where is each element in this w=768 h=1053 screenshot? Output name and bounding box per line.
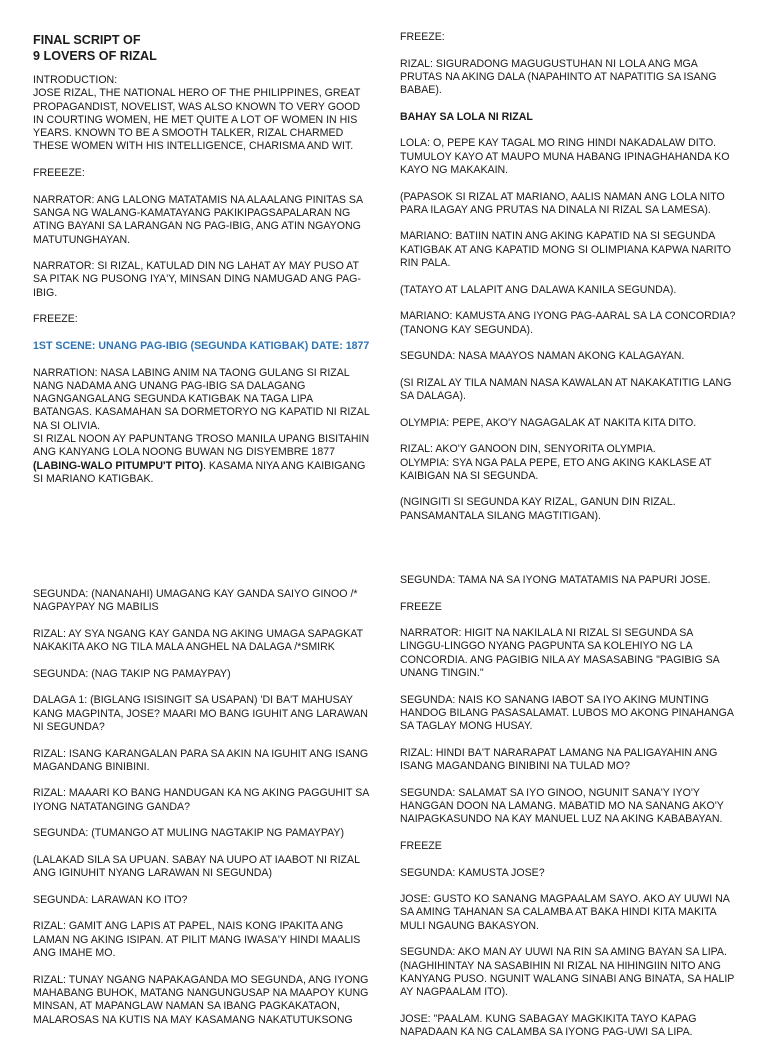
dialogue-line: MARIANO: KAMUSTA ANG IYONG PAG-AARAL SA LA CONCORDIA? (TANONG KAY SEGUNDA). — [400, 310, 736, 336]
dialogue-line: RIZAL: SIGURADONG MAGUGUSTUHAN NI LOLA ANG MGA PRUTAS NA AKING DALA (NAPAHINTO AT NAPATITIG SA ISANG BABAE). — [400, 57, 717, 97]
narrator-paragraph: NARRATOR: HIGIT NA NAKILALA NI RIZAL SI SEGUNDA SA LINGGU-LINGGO NYANG PAGPUNTA SA KOLEHIYO NG LA CONCORDIA. ANG PAGIBIG NILA AY MASASABING "PAGIBIG SA UNANG TINGIN." — [400, 627, 720, 680]
narrator-paragraph: NARRATOR: ANG LALONG MATATAMIS NA ALAALANG PINITAS SA SANGA NG WALANG-KAMATAYANG PAKIKIPAGSAPALARAN NG ATING BAYANI SA LARANGAN NG PAG-IBIG, ANG ATIN NGAYONG MATUTUNGHAYAN. — [33, 193, 363, 246]
dialogue-line: RIZAL: HINDI BA'T NARARAPAT LAMANG NA PALIGAYAHIN ANG ISANG MAGANDANG BINIBINI NA TULAD MO? — [400, 746, 718, 773]
freeze-cue: FREEZE — [400, 839, 442, 852]
dialogue-line: SEGUNDA: NAIS KO SANANG IABOT SA IYO AKING MUNTING HANDOG BILANG PASASALAMAT. LUBOS MO AKONG PINAHANGA SA TAGLAY MONG HUSAY. — [400, 693, 734, 733]
title-line-1: FINAL SCRIPT OF — [33, 33, 141, 47]
freeze-cue: FREEZE — [400, 600, 442, 613]
right-column — [400, 31, 738, 536]
stage-direction: (LALAKAD SILA SA UPUAN. SABAY NA UUPO AT IAABOT NI RIZAL ANG IGINUHIT NYANG LARAWAN NI SEGUNDA) — [33, 853, 360, 880]
stage-direction: (TATAYO AT LALAPIT ANG DALAWA KANILA SEGUNDA). — [400, 283, 677, 296]
scene-heading: 1ST SCENE: UNANG PAG-IBIG (SEGUNDA KATIGBAK) DATE: 1877 — [33, 339, 370, 352]
dialogue-line: RIZAL: MAAARI KO BANG HANDUGAN KA NG AKING PAGGUHIT SA IYONG NATATANGING GANDA? — [33, 787, 369, 813]
title-line-2: 9 LOVERS OF RIZAL — [33, 49, 157, 63]
freeze-cue: FREEZE: — [400, 31, 445, 43]
dialogue-line: RIZAL: AY SYA NGANG KAY GANDA NG AKING UMAGA SAPAGKAT NAKAKITA AKO NG TILA MALA ANGHEL NA DALAGA /*SMIRK — [33, 627, 363, 654]
dialogue-line: SEGUNDA: AKO MAN AY UUWI NA RIN SA AMING BAYAN SA LIPA. (NAGHIHINTAY NA SASABIHIN NI RIZAL NA HIHINGIIN NITO ANG KANYANG PUSO. NGUNIT WALANG SINABI ANG BINATA, SA HALIP AY NAGPAALAM ITO). — [400, 946, 735, 999]
dialogue-line: RIZAL: TUNAY NGANG NAPAKAGANDA MO SEGUNDA, ANG IYONG MAHABANG BUHOK, MATANG NANGUNGUSAP NA MAAPOY KUNG MINSAN, AT MAPANGLAW NAMAN SA IBANG PAGKAKATAON, MALAROSAS NA KUTIS NA MAY KASAMANG NAKATUTUKSONG — [33, 973, 369, 1026]
dialogue-line: LOLA: O, PEPE KAY TAGAL MO RING HINDI NAKADALAW DITO. TUMULOY KAYO AT MAUPO MUNA HABANG IPINAGHAHANDA KO KAYO NG MAKAKAIN. — [400, 137, 730, 176]
dialogue-line: SEGUNDA: NASA MAAYOS NAMAN AKONG KALAGAYAN. — [400, 350, 685, 363]
narration-text: NARRATION: NASA LABING ANIM NA TAONG GULANG SI RIZAL NANG NADAMA ANG UNANG PAG-IBIG SA DALAGANG NAGNGANGALANG SEGUNDA KATIGBAK NA TAGA LIPA BATANGAS. KASAMAHAN SA DORMETORYO NG KAPATID NI RIZAL NA SI OLIVIA. SI RIZAL NOON AY PAPUNTANG TROSO MANILA UPANG BISITAHIN ANG KANYANG LOLA NOONG BUWAN NG DISYEMBRE 1877 — [33, 366, 370, 459]
narration-bold-text: (LABING-WALO PITUMPU'T PITO) — [33, 459, 204, 472]
stage-direction: (NGINGITI SI SEGUNDA KAY RIZAL, GANUN DIN RIZAL. PANSAMANTALA SILANG MAGTITIGAN). — [400, 496, 676, 522]
dialogue-line: SEGUNDA: (TUMANGO AT MULING NAGTAKIP NG PAMAYPAY) — [33, 827, 344, 840]
dialogue-line: SEGUNDA: KAMUSTA JOSE? — [400, 866, 545, 879]
location-heading: BAHAY SA LOLA NI RIZAL — [400, 110, 533, 123]
dialogue-line: SEGUNDA: (NANANAHI) UMAGANG KAY GANDA SAIYO GINOO /* NAGPAYPAY NG MABILIS — [33, 588, 358, 614]
dialogue-line: RIZAL: GAMIT ANG LAPIS AT PAPEL, NAIS KONG IPAKITA ANG LAMAN NG AKING ISIPAN. AT PILIT MANG IWASA'Y HINDI MAALIS ANG IMAHE MO. — [33, 920, 361, 960]
dialogue-line: DALAGA 1: (BIGLANG ISISINGIT SA USAPAN) 'DI BA'T MAHUSAY KANG MAGPINTA, JOSE? MAARI MO BANG IGUHIT ANG LARAWAN NI SEGUNDA? — [33, 694, 368, 733]
left-column — [33, 32, 373, 500]
left-column — [33, 588, 373, 1040]
dialogue-line: SEGUNDA: SALAMAT SA IYO GINOO, NGUNIT SANA'Y IYO'Y HANGGAN DOON NA LAMANG. MABATID MO NA SANANG AKO'Y NAIPAGKASUNDO NA KAY MANUEL LUZ NA AKING KABABAYAN. — [400, 786, 724, 826]
dialogue-line: SEGUNDA: LARAWAN KO ITO? — [33, 893, 188, 906]
narrator-paragraph: NARRATOR: SI RIZAL, KATULAD DIN NG LAHAT AY MAY PUSO AT SA PITAK NG PUSONG IYA'Y, MINSAN DING NAMUGAD ANG PAG-IBIG. — [33, 260, 361, 299]
freeze-cue: FREEEZE: — [33, 167, 85, 180]
dialogue-line: MARIANO: BATIIN NATIN ANG AKING KAPATID NA SI SEGUNDA KATIGBAK AT ANG KAPATID MONG SI OLIMPIANA KAPWA NARITO RIN PALA. — [400, 230, 732, 270]
freeze-cue: FREEZE: — [33, 313, 78, 326]
document-title — [33, 32, 373, 64]
dialogue-line: SEGUNDA: (NAG TAKIP NG PAMAYPAY) — [33, 667, 231, 680]
page-two — [0, 560, 768, 1039]
dialogue-line: SEGUNDA: TAMA NA SA IYONG MATATAMIS NA PAPURI JOSE. — [400, 574, 711, 586]
dialogue-line: OLYMPIA: PEPE, AKO'Y NAGAGALAK AT NAKITA KITA DITO. — [400, 416, 697, 429]
dialogue-line: JOSE: GUSTO KO SANANG MAGPAALAM SAYO. AKO AY UUWI NA SA AMING TAHANAN SA CALAMBA AT BAKA HINDI KITA MAKITA MULI NGAUNG BAKASYON. — [400, 893, 730, 932]
narration-paragraph — [33, 367, 373, 487]
narration-text-end: . KASAMA NIYA ANG KAIBIGANG SI MARIANO KATIGBAK. — [33, 459, 366, 485]
stage-direction: (SI RIZAL AY TILA NAMAN NASA KAWALAN AT NAKAKATITIG LANG SA DALAGA). — [400, 376, 732, 403]
dialogue-line: RIZAL: ISANG KARANGALAN PARA SA AKIN NA IGUHIT ANG ISANG MAGANDANG BINIBINI. — [33, 747, 369, 773]
introduction-paragraph: INTRODUCTION: JOSE RIZAL, THE NATIONAL HERO OF THE PHILIPPINES, GREAT PROPAGANDIST, NOVELIST, WAS ALSO KNOWN TO VERY GOOD IN COURTING WOMEN, HE MET QUITE A LOT OF WOMEN IN HIS YEARS. KNOWN TO BE A SMOOTH TALKER, RIZAL CHARMED THESE WOMEN WITH HIS INTELLIGENCE, CHARISMA AND WIT. — [33, 74, 361, 153]
stage-direction: (PAPASOK SI RIZAL AT MARIANO, AALIS NAMAN ANG LOLA NITO PARA ILAGAY ANG PRUTAS NA DINALA NI RIZAL SA LAMESA). — [400, 190, 725, 216]
dialogue-line: JOSE: "PAALAM. KUNG SABAGAY MAGKIKITA TAYO KAPAG NAPADAAN KA NG CALAMBA SA IYONG PAG-UWI SA LIPA. — [400, 1012, 697, 1039]
dialogue-line: RIZAL: AKO'Y GANOON DIN, SENYORITA OLYMPIA. OLYMPIA: SYA NGA PALA PEPE, ETO ANG AKING KAKLASE AT KAIBIGAN NA SI SEGUNDA. — [400, 443, 712, 482]
right-column — [400, 574, 738, 1053]
